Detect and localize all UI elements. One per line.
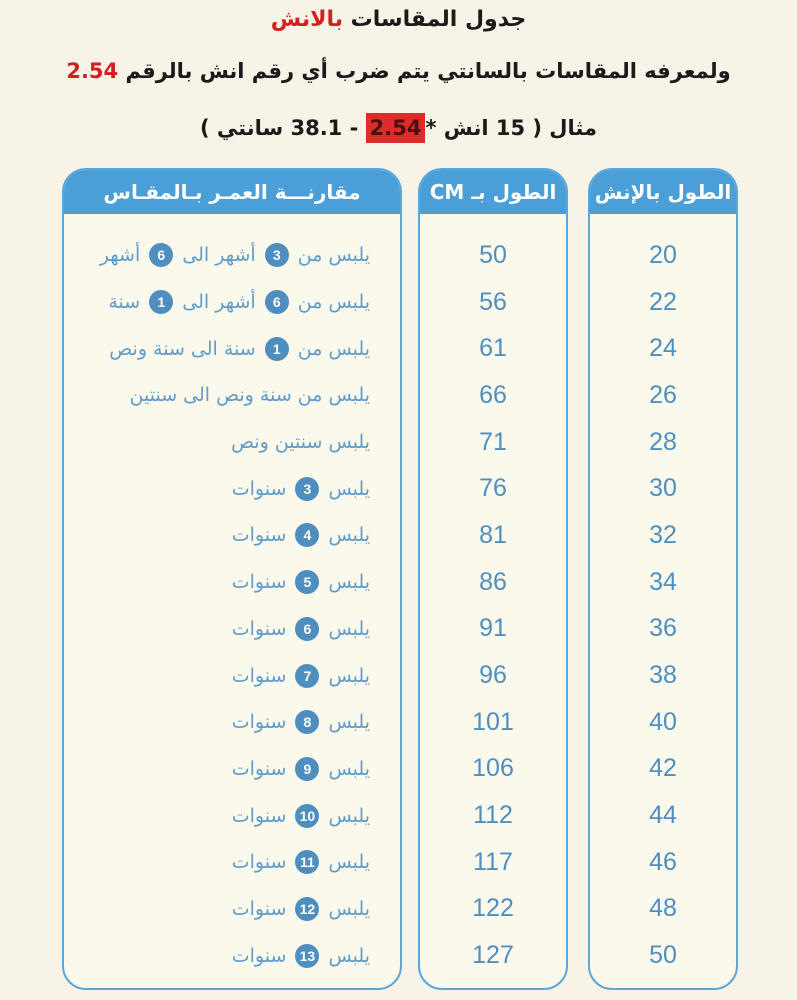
inch-value: 24	[649, 334, 677, 363]
page-title	[0, 6, 797, 34]
cm-value: 96	[479, 661, 507, 690]
cm-value: 117	[473, 847, 513, 876]
cm-value: 91	[479, 614, 507, 643]
age-text: يلبس	[322, 944, 370, 967]
cm-value: 66	[479, 380, 507, 409]
cm-column-header: الطول بـ CM	[420, 170, 566, 214]
inches-values	[590, 232, 736, 979]
age-text: سنوات	[231, 524, 293, 547]
number-badge: 6	[295, 617, 319, 641]
inch-value: 36	[649, 614, 677, 643]
age-description	[64, 325, 400, 372]
age-text: يلبس	[322, 571, 370, 594]
age-description	[64, 886, 400, 933]
age-values	[64, 232, 400, 979]
cm-value: 86	[479, 567, 507, 596]
age-description	[64, 606, 400, 653]
number-badge: 6	[149, 243, 173, 267]
age-column	[62, 168, 402, 990]
age-text: سنوات	[231, 851, 293, 874]
cm-value: 61	[479, 334, 507, 363]
cm-value: 106	[472, 754, 514, 783]
age-text: يلبس سنتين ونص	[231, 431, 370, 454]
age-description	[64, 652, 400, 699]
number-badge: 1	[265, 337, 289, 361]
age-text: سنوات	[231, 804, 293, 827]
inch-value: 34	[649, 567, 677, 596]
cm-value: 76	[479, 474, 507, 503]
cm-value: 81	[479, 520, 507, 549]
age-column-header: مقارنـــة العمـر بـالمقـاس	[64, 170, 400, 214]
cm-value: 101	[472, 707, 514, 736]
number-badge: 5	[295, 570, 319, 594]
age-description	[64, 372, 400, 419]
age-text: سنوات	[231, 571, 293, 594]
age-text: سنوات	[231, 617, 293, 640]
number-badge: 3	[265, 243, 289, 267]
age-description	[64, 232, 400, 279]
age-text: سنوات	[231, 944, 293, 967]
age-description	[64, 932, 400, 979]
example-suffix: - 38.1 سانتي )	[200, 116, 366, 140]
number-badge: 7	[295, 664, 319, 688]
age-text: سنوات	[231, 477, 293, 500]
age-text: يلبس من سنة ونص الى سنتين	[129, 384, 370, 407]
age-description	[64, 512, 400, 559]
cm-value: 71	[479, 427, 507, 456]
number-badge: 3	[295, 477, 319, 501]
age-text: يلبس	[322, 524, 370, 547]
age-text: يلبس	[322, 664, 370, 687]
age-text: سنوات	[231, 757, 293, 780]
age-text: يلبس	[322, 477, 370, 500]
inch-value: 30	[649, 474, 677, 503]
age-text: سنوات	[231, 897, 293, 920]
inch-value: 32	[649, 520, 677, 549]
age-text: يلبس	[322, 804, 370, 827]
age-description	[64, 699, 400, 746]
inches-column-header: الطول بالإنش	[590, 170, 736, 214]
number-badge: 4	[295, 523, 319, 547]
number-badge: 10	[295, 804, 319, 828]
age-text: يلبس	[322, 711, 370, 734]
age-text: أشهر الى	[176, 244, 262, 267]
inch-value: 40	[649, 707, 677, 736]
cm-value: 50	[479, 240, 507, 269]
age-text: يلبس من	[291, 244, 370, 267]
cm-value: 56	[479, 287, 507, 316]
number-badge: 13	[295, 944, 319, 968]
number-badge: 6	[265, 290, 289, 314]
age-text: يلبس	[322, 757, 370, 780]
cm-column	[418, 168, 568, 990]
instruction-text: ولمعرفه المقاسات بالسانتي يتم ضرب أي رقم انش بالرقم	[118, 59, 731, 83]
age-description	[64, 465, 400, 512]
number-badge: 12	[295, 897, 319, 921]
example-star: *	[425, 116, 437, 140]
example-factor-highlight: 2.54	[366, 113, 426, 143]
age-description	[64, 419, 400, 466]
age-text: يلبس من	[291, 337, 370, 360]
age-description	[64, 746, 400, 793]
age-text: يلبس	[322, 617, 370, 640]
inch-value: 38	[649, 661, 677, 690]
title-accent: بالانش	[270, 7, 343, 32]
example-prefix: مثال ( 15 انش	[436, 116, 597, 140]
inches-column	[588, 168, 738, 990]
inch-value: 50	[649, 941, 677, 970]
age-text: سنة الى سنة ونص	[109, 337, 262, 360]
age-text: أشهر الى	[176, 291, 262, 314]
number-badge: 11	[295, 850, 319, 874]
instruction-number: 2.54	[66, 59, 119, 83]
age-text: يلبس	[322, 851, 370, 874]
title-main: جدول المقاسات	[342, 7, 527, 32]
age-text: يلبس	[322, 897, 370, 920]
age-text: سنة	[108, 291, 147, 314]
inch-value: 48	[649, 894, 677, 923]
age-description	[64, 839, 400, 886]
inch-value: 46	[649, 847, 677, 876]
age-description	[64, 792, 400, 839]
age-text: سنوات	[231, 664, 293, 687]
cm-value: 122	[472, 894, 514, 923]
inch-value: 28	[649, 427, 677, 456]
number-badge: 1	[149, 290, 173, 314]
inch-value: 22	[649, 287, 677, 316]
cm-value: 127	[472, 941, 514, 970]
age-text: أشهر	[99, 244, 147, 267]
age-description	[64, 559, 400, 606]
inch-value: 42	[649, 754, 677, 783]
inch-value: 44	[649, 801, 677, 830]
cm-value: 112	[473, 801, 513, 830]
age-description	[64, 279, 400, 326]
age-text: سنوات	[231, 711, 293, 734]
conversion-instruction	[0, 56, 797, 86]
number-badge: 9	[295, 757, 319, 781]
conversion-example	[0, 112, 797, 144]
cm-values	[420, 232, 566, 979]
number-badge: 8	[295, 710, 319, 734]
age-text: يلبس من	[291, 291, 370, 314]
inch-value: 26	[649, 380, 677, 409]
inch-value: 20	[649, 240, 677, 269]
